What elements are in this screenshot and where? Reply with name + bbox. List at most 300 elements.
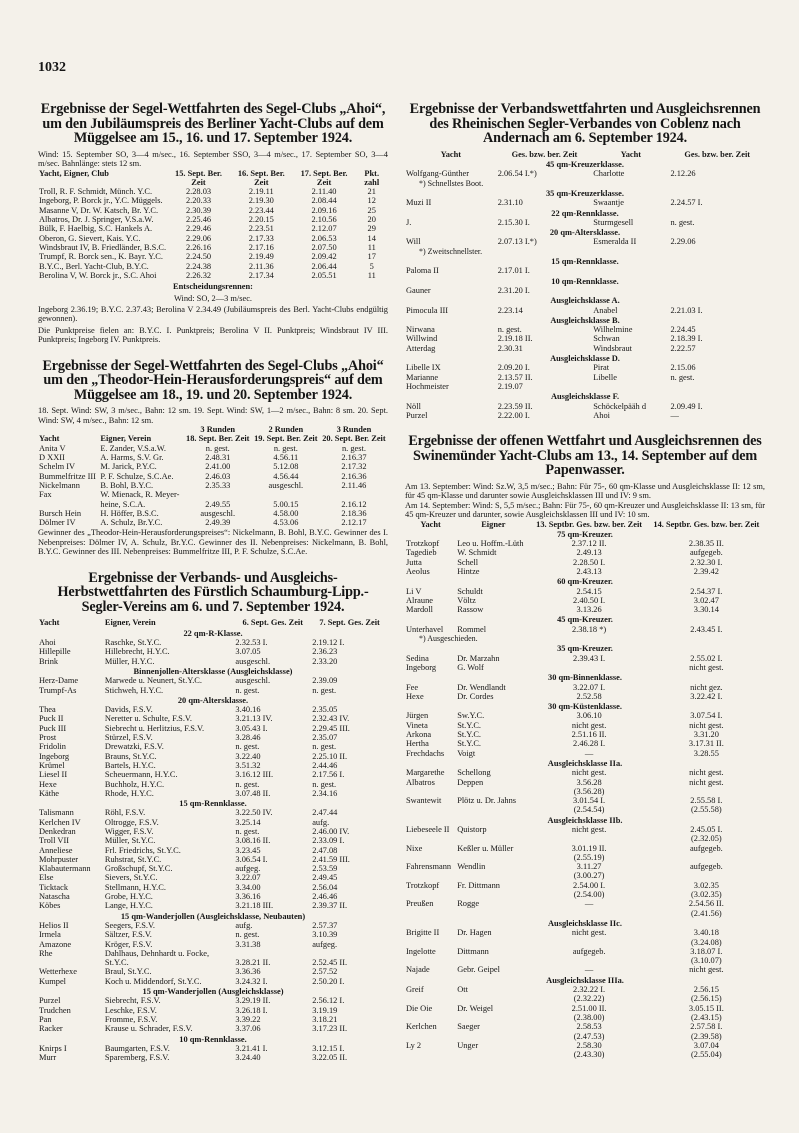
table-cell: E. Zander, V.S.a.W.	[100, 443, 166, 453]
table-cell: 3.22.42 I.	[690, 691, 723, 701]
decider-text: Ingeborg 2.36.19; B.Y.C. 2.37.43; Berolina V 2.34.49 (Jubiläumspreis des Berl. Yacht-Clubs endgültig gewonnen).	[38, 304, 388, 324]
section-theodor-hein	[38, 359, 388, 557]
table-cell	[405, 1032, 456, 1041]
table-cell: Rassow	[457, 605, 484, 615]
table-cell: Brauns, St.Y.C.	[104, 751, 157, 761]
table-cell: 3.22.05 II.	[312, 1053, 348, 1063]
class-label: 15 qm-Wanderjollen (Ausgleichsklasse, Neubauten)	[120, 911, 306, 921]
table-cell: 2.17.56 I.	[312, 770, 345, 780]
table-cell	[456, 1013, 530, 1022]
table-cell: D XXII	[39, 453, 65, 463]
table-cell: 2.29.46	[185, 224, 212, 234]
table-cell: Klabautermann	[39, 864, 91, 874]
table-cell: 2.06.44	[311, 261, 337, 271]
class-heading	[405, 315, 765, 325]
table-cell: 5.12.08	[273, 462, 299, 472]
table-cell: aufgegeb.	[689, 548, 723, 558]
table-cell: 2.46.46	[312, 892, 338, 902]
table-cell: Puck III	[39, 723, 67, 733]
table-cell	[592, 266, 669, 275]
table-row	[405, 411, 765, 420]
table-cell: Quistorp	[457, 825, 487, 834]
table-cell: St.Y.C.	[457, 730, 482, 740]
section-title: Ergebnisse der Verbands- und Ausgleichs-Herbstwettfahrten des Fürstlich Schaumburg-Lipp.-Segler-Vereins am 6. und 7. September 1924.	[57, 569, 369, 615]
class-label: 35 qm-Kreuzer.	[557, 644, 613, 654]
table-cell: 2.32.22 I.	[573, 985, 606, 995]
table-cell: St.Y.C.	[457, 739, 482, 749]
table-cell: 2.39.42	[693, 566, 719, 576]
table-cell: 2.16.36	[341, 471, 367, 481]
results-body	[405, 159, 765, 420]
class-heading	[38, 1034, 388, 1044]
table-cell: 2.11.46	[341, 480, 367, 490]
table-row	[405, 344, 765, 353]
table-row	[38, 789, 388, 798]
section-title: Ergebnisse der offenen Wettfahrt und Ausgleichsrennen des Swinemünder Yacht-Clubs am 13., 14. September auf dem Papenwasser.	[408, 433, 762, 479]
table-cell: 2.15.06	[670, 363, 696, 373]
table-row	[405, 605, 765, 614]
table-cell: heine, S.C.A.	[100, 499, 146, 509]
runden-label: 3 Runden	[200, 425, 236, 435]
table-cell: 2.36.23	[312, 647, 338, 657]
section-title: Ergebnisse der Segel-Wettfahrten des Segel-Clubs „Ahoi“, um den Jubiläumspreis des Berliner Yacht-Clubs auf dem Müggelsee am 15., 16. und 17. September 1924.	[40, 101, 386, 147]
table-cell: 3.29.19 II.	[235, 996, 271, 1006]
table-cell: 2.54.56 II.	[688, 899, 724, 909]
table-cell: 5	[369, 261, 374, 271]
table-cell: Neretter u. Schulte, F.S.V.	[104, 714, 192, 724]
table-cell: 2.57.37	[312, 920, 338, 930]
table-row	[405, 890, 765, 899]
table-cell: Schelm IV	[39, 462, 76, 472]
table-cell	[592, 382, 669, 391]
class-heading	[405, 295, 765, 305]
page-number: 1032	[38, 60, 66, 75]
table-cell: 2.32.43 IV.	[312, 714, 350, 724]
table-row	[38, 518, 388, 527]
table-cell: 3.25.14	[235, 817, 261, 827]
table-cell: Rommel	[457, 624, 487, 634]
table-row	[405, 947, 765, 956]
table-row	[38, 500, 388, 509]
table-row	[405, 844, 765, 853]
table-cell: 2.35.05	[312, 705, 338, 715]
table-cell: 2.51.16 II.	[571, 730, 607, 740]
table-cell: 3.22.40	[235, 751, 261, 761]
table-cell: A. Schulz, Br.Y.C.	[100, 518, 163, 528]
col-header: Yacht	[440, 149, 462, 159]
table-row	[405, 739, 765, 748]
table-cell: Hexe	[406, 691, 424, 701]
class-heading	[38, 628, 388, 638]
table-cell: Davids, F.S.V.	[104, 705, 153, 715]
table-row	[38, 892, 388, 901]
table-cell: Masanne V, Dr. W. Katsch, Br. Y.C.	[39, 205, 159, 215]
table-cell: (2.54.00)	[573, 890, 605, 900]
table-cell	[234, 949, 311, 958]
col-header: 17. Sept. Ber. Zeit	[300, 168, 348, 187]
table-cell: 2.47.08	[312, 845, 338, 855]
wind-info: Wind: 15. September SO, 3—4 m/sec., 16. September SSO, 3—4 m/sec., 17. September SO, 3—4 m/sec. Bahnlänge: stets 12 sm.	[38, 149, 388, 169]
table-cell: n. gest.	[235, 826, 260, 836]
table-cell	[669, 382, 765, 391]
table-cell: Albatros	[406, 777, 435, 787]
table-cell: Kröger, F.S.V.	[104, 939, 153, 949]
table-cell	[456, 853, 530, 862]
table-row	[38, 818, 388, 827]
table-row	[38, 262, 388, 271]
class-heading	[405, 815, 765, 825]
wind-info: Am 13. September: Wind: Sz.W, 3,5 m/sec.; Bahn: Für 75-, 60 qm-Klasse und Ausgleichsklasse II: 12 sm, für 45 qm-Klasse und darunter sowie Ausgleichsklassen III und IV: 9 sm.	[405, 481, 765, 501]
class-label: 15 qm-Rennklasse.	[179, 799, 247, 809]
table-cell: Schellong	[457, 768, 491, 778]
table-cell: (2.55.19)	[573, 852, 605, 862]
table-cell: 5.00.15	[273, 499, 299, 509]
table-cell: 2.08.44	[311, 196, 337, 206]
table-cell: Pimocula III	[406, 305, 449, 315]
table-cell	[38, 958, 104, 967]
table-cell: Fax	[39, 490, 52, 500]
table-cell: Müller, H.Y.C.	[104, 656, 155, 666]
table-cell: Gauner	[406, 285, 431, 295]
table-cell: (3.56.28)	[573, 786, 605, 796]
table-cell: Großschupf, St.Y.C.	[104, 864, 173, 874]
table-cell: 3.28.55	[693, 748, 719, 758]
table-cell: 2.30.39	[185, 205, 212, 215]
table-cell	[456, 834, 530, 843]
table-cell: 2.48.31	[205, 453, 231, 463]
table-cell: Swaantje	[593, 198, 624, 208]
table-cell	[456, 1032, 530, 1041]
table-cell: Stellmann, H.Y.C.	[104, 882, 166, 892]
table-cell	[320, 490, 388, 499]
table-cell: (3.00.27)	[573, 871, 605, 881]
table-cell: A. Harms, S.V. Gr.	[100, 453, 164, 463]
footnote: *) Zweitschnellster.	[419, 246, 483, 256]
table-cell: 3.36.16	[235, 892, 261, 902]
table-cell	[456, 956, 530, 965]
table-cell: Sw.Y.C.	[457, 711, 485, 721]
class-label: 30 qm-Binnenklasse.	[548, 673, 622, 683]
class-label: 45 qm-Kreuzerklasse.	[545, 160, 624, 170]
table-cell: 2.17.33	[248, 233, 274, 243]
table-cell: Libelle	[593, 372, 617, 382]
table-cell	[405, 994, 456, 1003]
table-cell: 3.07.04	[693, 1040, 719, 1050]
class-heading	[405, 529, 765, 539]
results-table	[38, 425, 388, 527]
col-header: Yacht	[39, 618, 60, 628]
table-cell: Nirwana	[406, 325, 435, 335]
table-cell: n. gest.	[497, 325, 522, 335]
col-header: 14. Septbr. Ges. bzw. ber. Zeit	[653, 519, 760, 529]
table-cell: Brigitte II	[406, 928, 440, 938]
table-cell: Dr. Wendlandt	[457, 682, 506, 692]
table-row	[405, 334, 765, 343]
table-cell: 3.01.54 I.	[573, 796, 606, 806]
table-cell: Keßler u. Müller	[457, 843, 514, 853]
col-header: 19. Sept. Ber. Zeit	[254, 434, 318, 444]
table-cell: 2.25.46	[185, 215, 212, 225]
table-cell: 20	[367, 215, 376, 225]
table-row	[38, 770, 388, 779]
table-cell: 2.22.57	[670, 343, 696, 353]
col-header: Eigner, Verein	[104, 618, 156, 628]
table-cell: 2.09.20 I.	[497, 363, 530, 373]
table-row	[38, 958, 388, 967]
table-cell: aufg.	[235, 920, 253, 930]
table-cell: (2.56.15)	[691, 994, 722, 1004]
table-cell: Murr	[39, 1053, 57, 1063]
table-row	[38, 196, 388, 205]
class-label: Ausgleichsklasse IIa.	[547, 758, 623, 768]
table-row	[405, 237, 765, 246]
class-heading	[405, 227, 765, 237]
table-cell: n. gest.	[312, 779, 337, 789]
table-cell: 2.23.51	[248, 224, 274, 234]
table-cell: 3.05.15 II.	[688, 1003, 724, 1013]
table-cell: 2.09.16	[311, 205, 337, 215]
table-cell: Else	[39, 873, 54, 883]
table-cell: nicht gest.	[571, 825, 607, 834]
table-cell: nicht gest.	[689, 965, 724, 975]
table-cell: 2.56.15	[693, 985, 719, 995]
table-cell: Knirps I	[39, 1043, 67, 1053]
class-heading	[405, 918, 765, 928]
table-cell: 2.19.11	[248, 187, 274, 197]
col-header: Ges. bzw. ber. Zeit	[511, 149, 578, 159]
left-column	[38, 102, 388, 1076]
table-row	[405, 692, 765, 701]
table-cell	[530, 956, 647, 965]
class-label: 22 qm-R-Klasse.	[183, 628, 243, 638]
table-cell: 2.43.45 I.	[690, 624, 723, 634]
table-cell: ausgeschl.	[268, 480, 304, 490]
table-cell: W. Mienack, R. Meyer-	[100, 490, 180, 500]
results-body	[405, 529, 765, 1060]
table-cell: 2.45.05 I.	[690, 825, 723, 834]
table-cell: Völtz	[457, 595, 476, 605]
table-cell: Will	[406, 237, 421, 247]
table-cell: 2.11.36	[248, 261, 274, 271]
decider-title: Entscheidungsrennen:	[173, 282, 253, 292]
table-cell: Hintze	[457, 566, 480, 576]
table-cell: 2.57.58 I.	[690, 1022, 723, 1032]
table-cell	[184, 490, 252, 499]
table-cell: 2.38.35 II.	[688, 539, 724, 549]
table-cell: Dittmann	[457, 946, 489, 956]
table-cell: Trumpf-As	[39, 685, 77, 695]
table-cell: Hochmeister	[406, 381, 449, 391]
table-row	[405, 567, 765, 576]
table-cell: Ingeborg, P. Borck jr., Y.C. Müggels.	[39, 196, 163, 206]
table-row	[38, 462, 388, 471]
table-cell: 2.46.28 I.	[573, 739, 606, 749]
table-cell: 3.31.20	[693, 730, 719, 740]
table-cell: n. gest.	[670, 372, 695, 382]
table-row	[405, 218, 765, 227]
table-cell: 2.34.16	[312, 788, 338, 798]
table-cell: nicht gest.	[689, 768, 724, 778]
table-cell: 2.54.37 I.	[690, 586, 723, 596]
table-cell: ausgeschl.	[200, 508, 236, 518]
table-cell: 2.54.15	[576, 586, 602, 596]
table-row	[38, 846, 388, 855]
table-cell: Trotzkopf	[406, 539, 440, 549]
results-table	[405, 150, 765, 420]
table-cell: 2.12.07	[311, 224, 337, 234]
table-cell	[530, 834, 647, 843]
table-row	[38, 855, 388, 864]
class-label: Ausgleichsklasse B.	[550, 315, 620, 325]
table-cell: nicht gez.	[690, 682, 723, 692]
table-row	[405, 796, 765, 805]
table-cell: Prost	[39, 733, 57, 743]
table-cell: 2.29.45 III.	[312, 723, 350, 733]
table-cell: Käthe	[39, 788, 59, 798]
table-cell	[405, 890, 456, 899]
table-cell	[405, 1050, 456, 1059]
table-cell: Pirat	[593, 363, 610, 373]
table-cell: 2.24.57 I.	[670, 198, 703, 208]
table-cell: 2.16.12	[341, 499, 367, 509]
table-cell: 11	[367, 242, 376, 252]
table-cell: 3.06.10	[576, 711, 602, 721]
wind-info: Am 14. September: Wind: S, 5,5 m/sec.; Bahn: Für 75-, 60 qm-Kreuzer und Ausgleichsklasse II: 13 sm, für 45 qm-Kreuzer und darunter, sowie Ausgleichsklassen III und IV: 10 sm.	[405, 500, 765, 520]
table-cell: Herz-Dame	[39, 676, 79, 686]
table-cell: n. gest.	[273, 443, 298, 453]
table-cell: 2.24.38	[185, 261, 212, 271]
table-cell: 2.21.03 I.	[670, 305, 703, 315]
table-cell: Kumpel	[39, 976, 66, 986]
table-cell: Sedina	[406, 653, 429, 663]
section-title: Ergebnisse der Verbandswettfahrten und Ausgleichsrennen des Rheinischen Segler-Verbandes von Coblenz nach Andernach am 6. September 1924.	[409, 101, 761, 147]
table-row	[405, 853, 765, 862]
table-cell: Hexe	[39, 779, 57, 789]
table-cell: W. Schmidt	[457, 548, 497, 558]
class-heading	[38, 798, 388, 808]
table-row	[405, 871, 765, 880]
table-cell: Racker	[39, 1024, 63, 1034]
table-cell: nicht gest.	[689, 777, 724, 787]
table-row	[405, 306, 765, 315]
table-cell: n. gest.	[341, 443, 366, 453]
table-cell: Bursch Hein	[39, 508, 82, 518]
table-cell: 2.41.59 III.	[312, 854, 350, 864]
table-row	[38, 243, 388, 252]
table-cell: Koch u. Middendorf, St.Y.C.	[104, 976, 202, 986]
table-row	[405, 286, 765, 295]
table-cell: 3.21.41 I.	[235, 1043, 268, 1053]
wind-info: 18. Sept. Wind: SW, 3 m/sec., Bahn: 12 sm. 19. Sept. Wind: SW, 1—2 m/sec., Bahn: 8 sm. 20. Sept. Wind: SW, 4 m/sec., Bahn: 12 sm.	[38, 406, 388, 425]
table-cell: Muzi II	[406, 198, 432, 208]
table-row	[38, 444, 388, 453]
table-cell: —	[584, 965, 594, 975]
class-label: 10 qm-Rennklasse.	[179, 1034, 247, 1044]
class-label: Ausgleichsklasse IIb.	[547, 815, 623, 825]
table-cell	[38, 500, 99, 509]
table-cell: 3.30.14	[693, 605, 719, 615]
table-cell: nicht gest.	[689, 662, 724, 672]
class-heading	[405, 159, 765, 169]
table-cell: 2.20.15	[248, 215, 274, 225]
table-cell: Oltrogge, F.S.V.	[104, 817, 159, 827]
table-cell: 2.47.44	[312, 808, 338, 818]
table-cell: Trudchen	[39, 1005, 71, 1015]
table-cell: 2.17.34	[248, 270, 274, 280]
table-cell: 2.56.12 I.	[312, 996, 345, 1006]
table-cell: 3.05.43 I.	[235, 723, 268, 733]
table-row	[405, 956, 765, 965]
table-cell: (3.10.07)	[691, 956, 722, 966]
table-cell: aufg.	[312, 817, 330, 827]
table-cell: Troll VII	[39, 836, 70, 846]
table-cell: 2.49.39	[205, 518, 231, 528]
table-row	[38, 714, 388, 723]
runden-label: 2 Runden	[268, 425, 304, 435]
table-cell: 2.41.00	[205, 462, 231, 472]
table-cell: (2.32.22)	[573, 994, 605, 1004]
table-cell: 2.58.30	[576, 1040, 602, 1050]
table-row	[405, 965, 765, 974]
table-cell: 2.31.20 I.	[497, 285, 530, 295]
table-cell: 3.24.32 I.	[235, 976, 268, 986]
table-row	[38, 724, 388, 733]
table-cell: Frechdachs	[406, 748, 445, 758]
table-cell: 3.26.18 I.	[235, 1005, 268, 1015]
table-row	[405, 938, 765, 947]
table-row	[405, 787, 765, 796]
table-cell: 2.39.43 I.	[573, 653, 606, 663]
table-cell: n. gest.	[235, 779, 260, 789]
table-cell: (2.43.15)	[691, 1012, 722, 1022]
table-cell: 2.35.07	[312, 733, 338, 743]
table-cell: Ahoi	[39, 638, 56, 648]
table-cell: 2.56.04	[312, 882, 338, 892]
table-cell: 2.18.39 I.	[670, 334, 703, 344]
table-cell: Müller, St.Y.C.	[104, 836, 156, 846]
table-row	[405, 198, 765, 207]
table-cell: Schöckelpääh d	[593, 401, 647, 411]
table-cell: (2.55.58)	[691, 805, 722, 815]
table-cell: aufgegeb.	[572, 946, 606, 956]
table-cell: Leschke, F.S.V.	[104, 1005, 157, 1015]
table-cell	[311, 949, 388, 958]
table-cell: Trotzkopf	[406, 880, 440, 890]
col-header: Eigner	[481, 519, 506, 529]
table-cell: 3.56.28	[576, 777, 602, 787]
table-row	[405, 654, 765, 663]
table-row	[405, 625, 765, 634]
table-cell: Brink	[39, 656, 59, 666]
footnote-row	[405, 179, 765, 188]
table-cell: (2.32.05)	[691, 834, 722, 844]
table-cell	[530, 663, 647, 672]
table-cell: Unterhavel	[406, 624, 444, 634]
class-label: 75 qm-Kreuzer.	[557, 529, 613, 539]
table-cell: 2.57.52	[312, 967, 338, 977]
table-row	[38, 224, 388, 233]
col-header: 20. Sept. Ber. Zeit	[322, 434, 386, 444]
table-cell: 3.02.35	[693, 880, 719, 890]
results-table	[38, 169, 388, 281]
table-cell: Gebr. Geipel	[457, 965, 500, 975]
table-cell: Hillebrecht, H.Y.C.	[104, 647, 170, 657]
table-cell: Vineta	[406, 720, 428, 730]
class-label: Ausgleichsklasse IIIa.	[546, 975, 624, 985]
table-cell: Willwind	[406, 334, 438, 344]
table-cell: Rhode, H.Y.C.	[104, 788, 154, 798]
table-cell: Albatros, Dr. J. Springer, V.S.a.W.	[39, 215, 154, 225]
